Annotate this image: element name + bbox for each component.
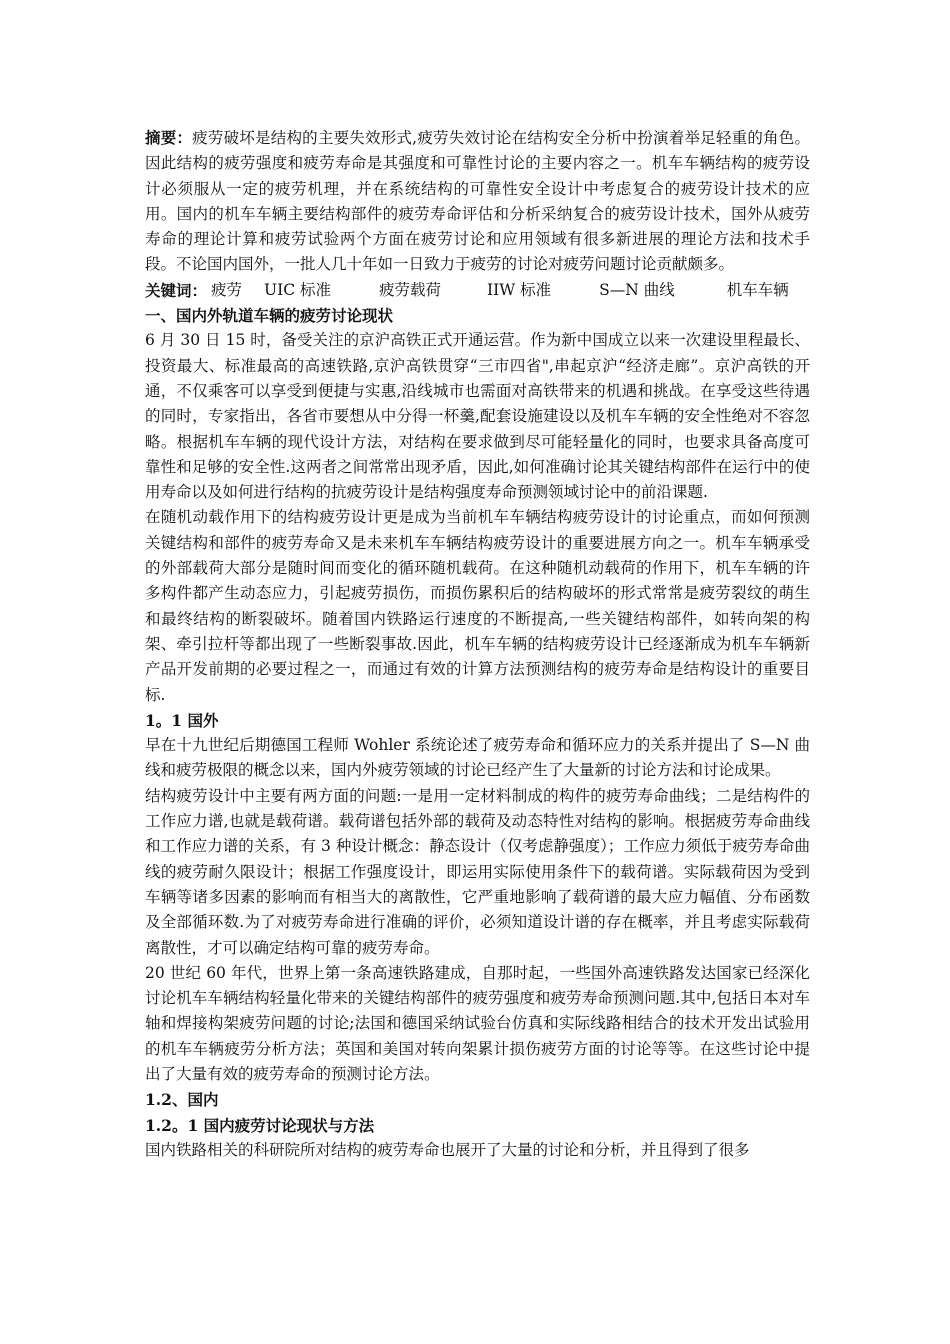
keyword-item: 机车车辆 [726, 280, 789, 299]
abstract-text: 疲劳破坏是结构的主要失效形式,疲劳失效讨论在结构安全分析中扮演着举足轻重的角色。因此结构的疲劳强度和疲劳寿命是其强度和可靠性讨论的主要内容之一。机车车辆结构的疲劳设计必须服从一定的疲劳机理，并在系统结构的可靠性安全设计中考虑复合的疲劳设计技术的应用。国内的机车车辆主要结构部件的疲劳寿命评估和分析采纳复合的疲劳设计技术，国外从疲劳寿命的理论计算和疲劳试验两个方面在疲劳讨论和应用领域有很多新进展的理论方法和技术手段。不论国内国外，一批人几十年如一日致力于疲劳的讨论对疲劳问题讨论贡献颇多。 [145, 129, 810, 274]
body-paragraph: 20 世纪 60 年代，世界上第一条高速铁路建成，自那时起，一些国外高速铁路发达国家已经深化讨论机车车辆结构轻量化带来的关键结构部件的疲劳强度和疲劳寿命预测问题.其中,包括日本对车轴和焊接构架疲劳问题的讨论;法国和德国采纳试验台仿真和实际线路相结合的技术开发出试验用的机车车辆疲劳分析方法；英国和美国对转向架累计损伤疲劳方面的讨论等等。在这些讨论中提出了大量有效的疲劳寿命的预测讨论方法。 [145, 963, 810, 1083]
keywords-row [145, 278, 810, 303]
keyword-item: UIC 标准 [264, 280, 332, 299]
keywords-label: 关键词： [145, 280, 208, 300]
keyword-item: 疲劳 [211, 280, 243, 299]
body-paragraph: 国内铁路相关的科研院所对结构的疲劳寿命也展开了大量的讨论和分析，并且得到了很多 [145, 1140, 750, 1159]
subsection-heading: 1.2、国内 [145, 1090, 219, 1110]
body-paragraph: 6 月 30 日 15 时，备受关注的京沪高铁正式开通运营。作为新中国成立以来一次建设里程最长、投资最大、标准最高的高速铁路,京沪高铁贯穿“三市四省",串起京沪“经济走廊”。京沪高铁的开通，不仅乘客可以享受到便捷与实惠,沿线城市也需面对高铁带来的机遇和挑战。在享受这些待遇的同时，专家指出，各省市要想从中分得一杯羹,配套设施建设以及机车车辆的安全性绝对不容忽略。根据机车车辆的现代设计方法，对结构在要求做到尽可能轻量化的同时，也要求具备高度可靠性和足够的安全性.这两者之间常常出现矛盾，因此,如何准确讨论其关键结构部件在运行中的使用寿命以及如何进行结构的抗疲劳设计是结构强度寿命预测领域讨论中的前沿课题. [145, 331, 810, 502]
keyword-item: IIW 标准 [487, 280, 552, 299]
section-heading: 一、国内外轨道车辆的疲劳讨论现状 [145, 306, 394, 326]
subsection-heading: 1。1 国外 [145, 710, 219, 730]
keyword-item: 疲劳载荷 [379, 280, 442, 299]
document-page [145, 125, 810, 1163]
abstract-paragraph [145, 125, 810, 278]
abstract-label: 摘要： [145, 128, 193, 147]
body-paragraph: 在随机动载作用下的结构疲劳设计更是成为当前机车车辆结构疲劳设计的讨论重点，而如何预测关键结构和部件的疲劳寿命又是未来机车车辆结构疲劳设计的重要进展方向之一。机车车辆承受的外部载荷大部分是随时间而变化的循环随机载荷。在这种随机动载荷的作用下，机车车辆的许多构件都产生动态应力，引起疲劳损伤，而损伤累积后的结构破坏的形式常常是疲劳裂纹的萌生和最终结构的断裂破坏。随着国内铁路运行速度的不断提高,一些关键结构部件，如转向架的构架、牵引拉杆等都出现了一些断裂事故.因此，机车车辆的结构疲劳设计已经逐渐成为机车车辆新产品开发前期的必要过程之一，而通过有效的计算方法预测结构的疲劳寿命是结构设计的重要目标. [145, 508, 810, 704]
body-paragraph: 结构疲劳设计中主要有两方面的问题:一是用一定材料制成的构件的疲劳寿命曲线；二是结构件的工作应力谱,也就是载荷谱。载荷谱包括外部的载荷及动态特性对结构的影响。根据疲劳寿命曲线和工作应力谱的关系，有 3 种设计概念：静态设计（仅考虑静强度）；工作应力须低于疲劳寿命曲线的疲劳耐久限设计；根据工作强度设计，即运用实际使用条件下的载荷谱。实际载荷因为受到车辆等诸多因素的影响而有相当大的离散性，它严重地影响了载荷谱的最大应力幅值、分布函数及全部循环数.为了对疲劳寿命进行准确的评价，必须知道设计谱的存在概率，并且考虑实际载荷离散性，才可以确定结构可靠的疲劳寿命。 [145, 786, 810, 957]
keyword-item: S—N 曲线 [599, 280, 675, 299]
body-paragraph: 早在十九世纪后期德国工程师 Wohler 系统论述了疲劳寿命和循环应力的关系并提出了 S—N 曲线和疲劳极限的概念以来，国内外疲劳领域的讨论已经产生了大量新的讨论方法和讨论成果。 [145, 736, 810, 780]
subsubsection-heading: 1.2。1 国内疲劳讨论现状与方法 [145, 1115, 375, 1135]
